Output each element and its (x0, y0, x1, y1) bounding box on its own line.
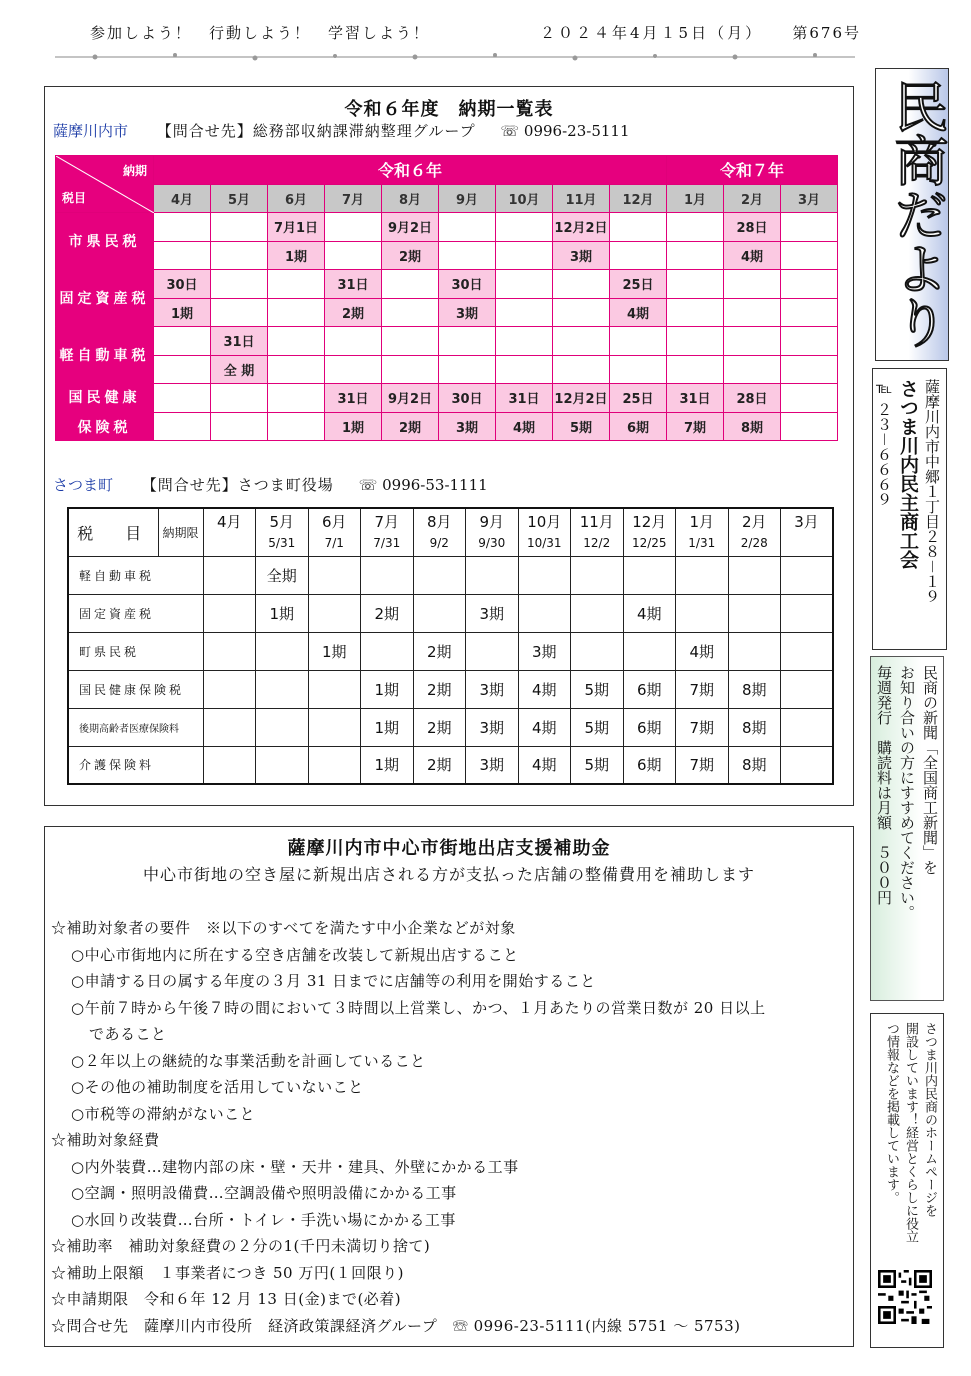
table-row (56, 241, 838, 270)
month-header: 1月 (667, 184, 724, 213)
tax-schedule-section (44, 86, 854, 806)
due-date-cell (211, 270, 268, 299)
organization-phone: ℡ ２３－６６６９ (875, 379, 893, 507)
due-date-cell (325, 213, 382, 242)
period-cell: 6期 (623, 746, 676, 784)
period-cell (676, 594, 729, 632)
issue-date: ２０２４年4月１5日（月） (540, 24, 764, 42)
period-cell: 4期 (676, 632, 729, 670)
period-cell (325, 241, 382, 270)
due-date: 9/2 (429, 536, 449, 550)
period-cell (268, 355, 325, 384)
tax-name: 固定資産税 (68, 594, 203, 632)
due-date-cell (667, 213, 724, 242)
period-cell: 2期 (413, 746, 466, 784)
hp-line-1: さつま川内民商のホームページを (922, 1022, 937, 1217)
satsumasendai-tax-table (55, 155, 838, 441)
period-cell (154, 412, 211, 441)
month-header (308, 508, 361, 556)
period-cell (496, 355, 553, 384)
period-cell (667, 241, 724, 270)
month-label: 10月 (527, 513, 562, 531)
period-cell: 8期 (728, 746, 781, 784)
satsumasendai-contact-line (53, 120, 630, 141)
period-cell (781, 632, 834, 670)
period-cell (256, 632, 309, 670)
due-date-cell (781, 270, 838, 299)
period-cell: 5期 (571, 670, 624, 708)
period-cell: 3期 (518, 632, 571, 670)
corner-label-period: 納期 (122, 164, 147, 178)
period-cell (308, 708, 361, 746)
due-date-cell (154, 327, 211, 356)
subsidy-line: ☆補助率 補助対象経費の２分の1(千円未満切り捨て) (51, 1237, 431, 1255)
month-header: 9月 (439, 184, 496, 213)
due-date-cell: 30日 (154, 270, 211, 299)
subsidy-title: 薩摩川内市中心市街地出店支援補助金 (287, 838, 611, 859)
due-date-cell (154, 384, 211, 413)
subsidy-line: ○水回り改装費…台所・トイレ・手洗い場にかかる工事 (71, 1210, 456, 1229)
due-date-cell (439, 213, 496, 242)
month-label: 8月 (426, 513, 452, 531)
period-cell (325, 355, 382, 384)
due-date-cell (496, 213, 553, 242)
month-header: 11月 (553, 184, 610, 213)
period-cell: 4期 (518, 708, 571, 746)
period-cell (256, 708, 309, 746)
organization-address (872, 368, 947, 650)
month-header: 6月 (268, 184, 325, 213)
due-date: 5/31 (268, 536, 296, 550)
tax-column-header: 税 目 (68, 508, 158, 556)
deadline-column-header: 納期限 (158, 508, 203, 556)
logo-text: 民商だより (886, 79, 949, 349)
month-header (676, 508, 729, 556)
period-cell (724, 355, 781, 384)
table-row (56, 213, 838, 242)
period-cell: 2期 (413, 632, 466, 670)
due-date-cell: 12月2日 (553, 384, 610, 413)
period-cell (571, 594, 624, 632)
period-cell (496, 241, 553, 270)
month-header: 7月 (325, 184, 382, 213)
period-cell (268, 412, 325, 441)
contact-info: 【問合せ先】さつま町役場 (141, 476, 334, 494)
period-cell: 4期 (724, 241, 781, 270)
period-cell (728, 594, 781, 632)
period-cell (211, 298, 268, 327)
newsletter-logo (875, 68, 949, 361)
period-cell (413, 556, 466, 594)
due-date: 1/31 (688, 536, 716, 550)
month-header: 5月 (211, 184, 268, 213)
period-cell (553, 355, 610, 384)
contact-info: 【問合せ先】総務部収納課滞納整理グループ (156, 122, 476, 140)
period-cell: 8期 (728, 708, 781, 746)
hp-line-3: つ情報などを掲載しています。 (884, 1022, 899, 1204)
due-date-cell: 31日 (325, 384, 382, 413)
period-cell: 3期 (553, 241, 610, 270)
due-date-cell: 30日 (439, 384, 496, 413)
period-cell: 6期 (623, 670, 676, 708)
period-cell (553, 298, 610, 327)
due-date-cell: 31日 (496, 384, 553, 413)
due-date-cell (667, 327, 724, 356)
subsidy-line: ○内外装費…建物内部の床・壁・天井・建具、外壁にかかる工事 (71, 1157, 519, 1176)
due-date-cell: 25日 (610, 270, 667, 299)
due-date-cell (496, 327, 553, 356)
month-label: 9月 (479, 513, 505, 531)
due-date-cell (610, 327, 667, 356)
month-header (361, 508, 414, 556)
period-cell: 1期 (361, 670, 414, 708)
period-cell: 2期 (382, 412, 439, 441)
subsidy-line: であること (89, 1025, 167, 1043)
due-date-cell (724, 327, 781, 356)
due-date-cell (268, 327, 325, 356)
slogan: 参加しよう！ 行動しよう！ 学習しよう！ (90, 24, 431, 42)
period-cell (728, 556, 781, 594)
subsidy-line: ☆補助上限額 １事業者につき 50 万円(１回限り) (51, 1263, 405, 1282)
due-date-cell: 28日 (724, 384, 781, 413)
due-date-cell (781, 384, 838, 413)
due-date: 7/1 (324, 536, 344, 550)
schedule-title: 令和６年度 納期一覧表 (344, 99, 554, 120)
due-date-cell: 31日 (667, 384, 724, 413)
due-date-cell (553, 327, 610, 356)
period-cell (623, 632, 676, 670)
period-cell (413, 594, 466, 632)
month-label: 11月 (579, 513, 614, 531)
due-date-cell (268, 384, 325, 413)
due-date-cell (268, 270, 325, 299)
news-line-3: 毎週発行 購読料は月額 ５００円 (875, 665, 893, 905)
table-row (56, 327, 838, 356)
period-cell: 5期 (571, 746, 624, 784)
month-label: 2月 (741, 513, 767, 531)
month-header (466, 508, 519, 556)
period-cell (203, 708, 256, 746)
table-row (68, 632, 833, 670)
table-row (68, 594, 833, 632)
tax-name: 町県民税 (68, 632, 203, 670)
due-date-cell: 28日 (724, 213, 781, 242)
month-label: 1月 (689, 513, 715, 531)
period-cell (268, 298, 325, 327)
period-cell: 7期 (676, 670, 729, 708)
phone-number: ☏ 0996-53-1111 (358, 476, 488, 494)
period-cell (308, 670, 361, 708)
period-cell (667, 298, 724, 327)
due-date-cell (667, 270, 724, 299)
due-date-cell (781, 213, 838, 242)
table-row (56, 270, 838, 299)
period-cell: 7期 (676, 746, 729, 784)
due-date-cell (211, 213, 268, 242)
period-cell (256, 670, 309, 708)
subsidy-subtitle: 中心市街地の空き屋に新規出店される方が支払った店舗の整備費用を補助します (142, 865, 755, 884)
due-date-cell: 9月2日 (382, 384, 439, 413)
period-cell (361, 556, 414, 594)
month-label: 5月 (269, 513, 295, 531)
subsidy-line: ☆問合せ先 薩摩川内市役所 経済政策課経済グループ ☏ 0996-23-5111(内線 5751 ～ 5753) (51, 1316, 741, 1335)
subsidy-line: ○市税等の滞納がないこと (71, 1104, 256, 1123)
table-row (68, 708, 833, 746)
period-cell (781, 556, 834, 594)
subsidy-line: ☆補助対象者の要件 ※以下のすべてを満たす中小企業などが対象 (51, 919, 516, 937)
period-cell: 8期 (724, 412, 781, 441)
due-date: 2/28 (740, 536, 768, 550)
period-cell: 全期 (256, 556, 309, 594)
month-header: 8月 (382, 184, 439, 213)
address-text: 薩摩川内市中郷１丁目２８－１９ (923, 379, 941, 605)
month-header (256, 508, 309, 556)
table-row (68, 746, 833, 784)
period-cell: 1期 (268, 241, 325, 270)
period-cell: 2期 (325, 298, 382, 327)
month-header (623, 508, 676, 556)
tax-name: 軽自動車税 (68, 556, 203, 594)
period-cell: 3期 (466, 594, 519, 632)
due-date-cell (496, 270, 553, 299)
month-header: 12月 (610, 184, 667, 213)
corner-label-tax: 税目 (62, 191, 87, 205)
tax-name: 後期高齢者医療保険料 (68, 708, 203, 746)
period-cell (518, 594, 571, 632)
due-date-cell (154, 213, 211, 242)
month-label: 7月 (374, 513, 400, 531)
hp-line-2: 開設しています！経営とくらしに役立 (903, 1022, 918, 1243)
tax-name: 国民健康保険税 (68, 670, 203, 708)
period-cell: 全 期 (211, 355, 268, 384)
tax-name (56, 384, 154, 441)
period-cell (781, 298, 838, 327)
subsidy-line: ☆申請期限 令和６年 12 月 13 日(金)まで(必着) (51, 1290, 402, 1308)
period-cell (466, 632, 519, 670)
due-date-cell: 12月2日 (553, 213, 610, 242)
table-row (56, 384, 838, 413)
town-name: さつま町 (53, 476, 114, 494)
month-header: 10月 (496, 184, 553, 213)
period-cell (781, 708, 834, 746)
subsidy-line: ○申請する日の属する年度の３月 31 日までに店舗等の利用を開始すること (71, 972, 596, 990)
period-cell (667, 355, 724, 384)
due-date: 12/25 (631, 536, 667, 550)
table-row (68, 556, 833, 594)
period-cell: 1期 (325, 412, 382, 441)
month-header (413, 508, 466, 556)
period-cell (361, 632, 414, 670)
due-date: 7/31 (373, 536, 401, 550)
period-cell: 8期 (728, 670, 781, 708)
period-cell (439, 355, 496, 384)
month-header: 2月 (724, 184, 781, 213)
qr-code-icon[interactable] (878, 1270, 932, 1324)
period-cell: 4期 (623, 594, 676, 632)
issue-number: 第676号 (792, 24, 861, 42)
year-header-r7: 令和７年 (667, 156, 838, 185)
period-cell (203, 746, 256, 784)
period-cell (211, 241, 268, 270)
phone-number: ☏ 0996-23-5111 (500, 122, 630, 140)
period-cell: 6期 (610, 412, 667, 441)
tax-name: 軽自動車税 (56, 327, 154, 384)
tax-name: 市県民税 (56, 213, 154, 270)
due-date-cell (382, 270, 439, 299)
period-cell (211, 412, 268, 441)
period-cell: 3期 (466, 670, 519, 708)
period-cell (203, 556, 256, 594)
period-cell: 2期 (382, 241, 439, 270)
period-cell: 3期 (466, 746, 519, 784)
period-cell (154, 241, 211, 270)
month-header (781, 508, 834, 556)
period-cell (439, 241, 496, 270)
period-cell: 2期 (413, 708, 466, 746)
news-line-1: 民商の新聞「全国商工新聞」を (921, 665, 939, 875)
subsidy-line: ○午前７時から午後７時の間において３時間以上営業し、かつ、１月あたりの営業日数が 20 日以上 (71, 998, 766, 1017)
organization-name: さつま川内民主商工会 (897, 379, 919, 569)
page-header (90, 22, 861, 46)
period-cell (781, 355, 838, 384)
due-date-cell (724, 270, 781, 299)
period-cell: 6期 (623, 708, 676, 746)
period-cell (256, 746, 309, 784)
table-corner (56, 156, 154, 213)
period-cell (781, 746, 834, 784)
table-row (56, 355, 838, 384)
news-line-2: お知り合いの方にすすめてください。 (898, 665, 916, 920)
month-header (518, 508, 571, 556)
period-cell (308, 746, 361, 784)
subsidy-line: ○２年以上の継続的な事業活動を計画していること (71, 1051, 426, 1070)
period-cell: 1期 (308, 632, 361, 670)
period-cell (382, 298, 439, 327)
period-cell: 4期 (518, 670, 571, 708)
due-date-cell: 31日 (211, 327, 268, 356)
period-cell (308, 594, 361, 632)
period-cell (781, 412, 838, 441)
tax-name: 介護保険料 (68, 746, 203, 784)
period-cell: 4期 (518, 746, 571, 784)
due-date-cell (439, 327, 496, 356)
due-date-cell (553, 270, 610, 299)
due-date-cell: 9月2日 (382, 213, 439, 242)
period-cell: 7期 (676, 708, 729, 746)
period-cell (676, 556, 729, 594)
period-cell: 4期 (496, 412, 553, 441)
due-date: 9/30 (478, 536, 506, 550)
period-cell: 1期 (361, 746, 414, 784)
period-cell (724, 298, 781, 327)
due-date-cell (325, 327, 382, 356)
due-date: 12/2 (583, 536, 611, 550)
period-cell (308, 556, 361, 594)
period-cell (571, 556, 624, 594)
due-date-cell: 30日 (439, 270, 496, 299)
period-cell (154, 355, 211, 384)
subsidy-line: ○空調・照明設備費…空調設備や照明設備にかかる工事 (71, 1184, 457, 1202)
due-date-cell (610, 213, 667, 242)
subsidy-line: ○中心市街地内に所在する空き店舗を改装して新規出店すること (71, 945, 519, 964)
period-cell (623, 556, 676, 594)
period-cell: 5期 (553, 412, 610, 441)
newspaper-ad (870, 656, 944, 1001)
table-row (56, 412, 838, 441)
month-header: 3月 (781, 184, 838, 213)
table-row (56, 298, 838, 327)
period-cell (203, 670, 256, 708)
subsidy-line: ☆補助対象経費 (51, 1131, 160, 1149)
period-cell: 3期 (439, 298, 496, 327)
month-label: 3月 (794, 513, 819, 531)
period-cell (610, 241, 667, 270)
period-cell (728, 632, 781, 670)
month-header (203, 508, 256, 556)
period-cell (496, 298, 553, 327)
subsidy-section (44, 826, 854, 1347)
period-cell (781, 594, 834, 632)
period-cell (610, 355, 667, 384)
period-cell: 3期 (466, 708, 519, 746)
due-date-cell: 31日 (325, 270, 382, 299)
period-cell: 1期 (361, 708, 414, 746)
city-name: 薩摩川内市 (53, 122, 129, 140)
satsuma-tax-table (67, 507, 834, 785)
period-cell (518, 556, 571, 594)
month-label: 6月 (321, 513, 347, 531)
subsidy-line: ○その他の補助制度を活用していないこと (71, 1078, 364, 1096)
month-header (728, 508, 781, 556)
period-cell: 5期 (571, 708, 624, 746)
period-cell (781, 670, 834, 708)
period-cell (571, 632, 624, 670)
due-date-cell (211, 384, 268, 413)
period-cell (781, 241, 838, 270)
period-cell: 3期 (439, 412, 496, 441)
tax-name: 固定資産税 (56, 270, 154, 327)
period-cell: 7期 (667, 412, 724, 441)
due-date-cell: 7月1日 (268, 213, 325, 242)
period-cell: 2期 (361, 594, 414, 632)
month-label: 12月 (632, 513, 667, 531)
year-header-r6: 令和６年 (154, 156, 667, 185)
month-header: 4月 (154, 184, 211, 213)
tax-name-line-2: 保険税 (77, 420, 132, 436)
period-cell (203, 632, 256, 670)
due-date-cell (781, 327, 838, 356)
tax-name-line-1: 国民健康 (68, 390, 141, 406)
period-cell: 1期 (256, 594, 309, 632)
month-label: 4月 (216, 513, 242, 531)
period-cell (203, 594, 256, 632)
due-date-cell (382, 327, 439, 356)
due-date: 10/31 (526, 536, 562, 550)
satsuma-contact-line (53, 474, 488, 495)
subsidy-details (51, 915, 847, 1339)
period-cell: 2期 (413, 670, 466, 708)
month-header (571, 508, 624, 556)
period-cell: 4期 (610, 298, 667, 327)
period-cell: 1期 (154, 298, 211, 327)
decorative-vine-divider (55, 50, 855, 64)
table-row (68, 670, 833, 708)
period-cell (382, 355, 439, 384)
due-date-cell: 25日 (610, 384, 667, 413)
period-cell (466, 556, 519, 594)
